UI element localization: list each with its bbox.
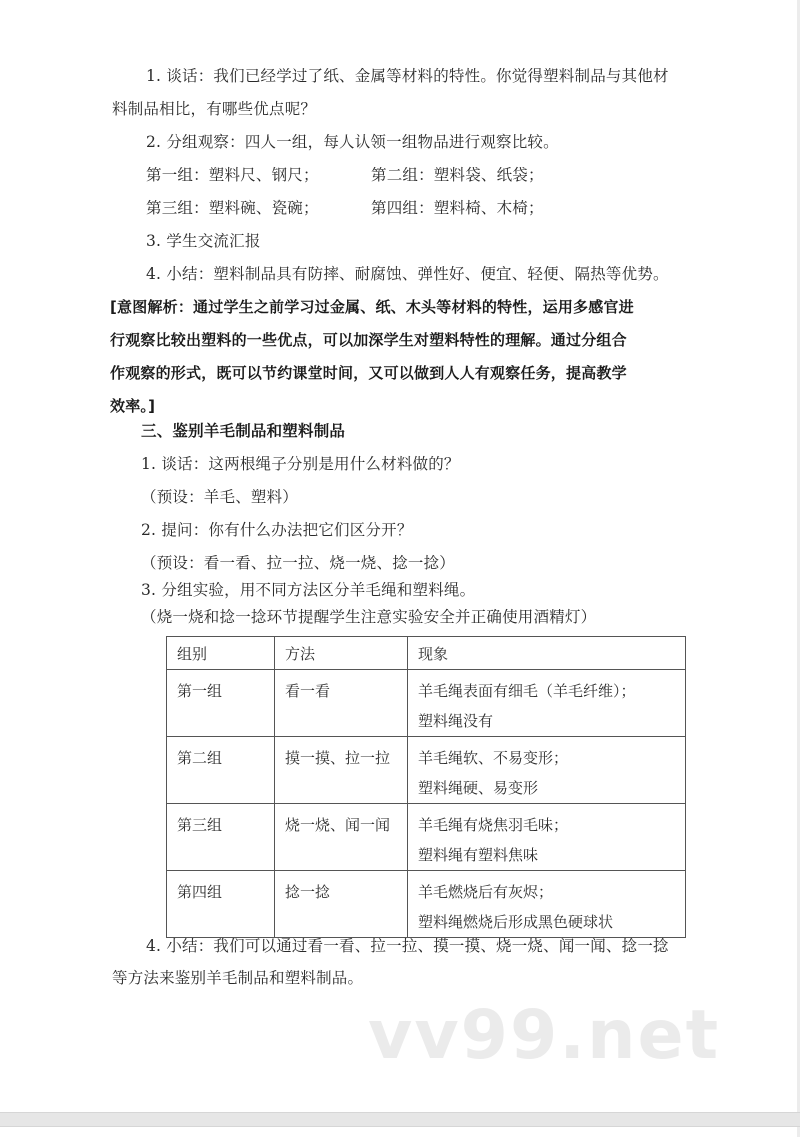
cell-group: 第三组 [167,804,275,871]
cell-method: 看一看 [275,670,408,737]
section-heading: 三、鉴别羊毛制品和塑料制品 [141,422,346,440]
cell-phenomenon [408,804,686,871]
question-1: 1. 谈话：这两根绳子分别是用什么材料做的？ [141,455,460,473]
phenomenon-plastic: 塑料绳燃烧后形成黑色硬球状 [418,913,614,931]
intent-analysis-line2: 行观察比较出塑料的一些优点，可以加深学生对塑料特性的理解。通过分组合 [110,331,627,349]
cell-group: 第二组 [167,737,275,804]
header-group: 组别 [167,637,275,670]
summary-line1: 4. 小结：我们可以通过看一看、拉一拉、摸一摸、烧一烧、闻一闻、捻一捻 [146,937,669,955]
table-row [167,871,686,938]
intent-analysis-line4: 效率。] [110,397,156,415]
question-1-preset: （预设：羊毛、塑料） [141,488,299,506]
cell-group: 第一组 [167,670,275,737]
group-3-items: 第三组：塑料碗、瓷碗； [146,199,319,217]
phenomenon-plastic: 塑料绳硬、易变形 [418,779,539,797]
paragraph-report: 3. 学生交流汇报 [146,232,261,250]
table-row [167,804,686,871]
intent-analysis-line3: 作观察的形式，既可以节约课堂时间，又可以做到人人有观察任务，提高教学 [110,364,627,382]
paragraph-talk-line1: 1. 谈话：我们已经学过了纸、金属等材料的特性。你觉得塑料制品与其他材 [146,67,669,85]
phenomenon-wool: 羊毛燃烧后有灰烬； [418,883,554,901]
experiment-table [166,636,686,938]
phenomenon-plastic: 塑料绳没有 [418,712,494,730]
header-phenomenon: 现象 [408,637,686,670]
summary-line2: 等方法来鉴别羊毛制品和塑料制品。 [112,969,364,987]
header-method: 方法 [275,637,408,670]
table-header-row [167,637,686,670]
phenomenon-wool: 羊毛绳表面有细毛（羊毛纤维）； [418,682,636,700]
cell-method: 烧一烧、闻一闻 [275,804,408,871]
paragraph-talk-line2: 料制品相比，有哪些优点呢？ [112,100,317,118]
safety-note: （烧一烧和捻一捻环节提醒学生注意实验安全并正确使用酒精灯） [141,608,597,626]
cell-method: 捻一捻 [275,871,408,938]
cell-method: 摸一摸、拉一拉 [275,737,408,804]
group-2-items: 第二组：塑料袋、纸袋； [371,166,544,184]
question-2-preset: （预设：看一看、拉一拉、烧一烧、捻一捻） [141,554,456,572]
group-1-items: 第一组：塑料尺、钢尺； [146,166,319,184]
experiment-instruction: 3. 分组实验，用不同方法区分羊毛绳和塑料绳。 [141,581,476,599]
phenomenon-wool: 羊毛绳有烧焦羽毛味； [418,816,569,834]
paragraph-group-observe: 2. 分组观察：四人一组，每人认领一组物品进行观察比较。 [146,133,559,151]
cell-phenomenon [408,737,686,804]
phenomenon-plastic: 塑料绳有塑料焦味 [418,846,539,864]
page-separator-band [0,1112,800,1127]
group-4-items: 第四组：塑料椅、木椅； [371,199,544,217]
question-2: 2. 提问：你有什么办法把它们区分开？ [141,521,413,539]
intent-analysis-line1: [意图解析：通过学生之前学习过金属、纸、木头等材料的特性，运用多感官进 [110,298,634,316]
table-row [167,670,686,737]
cell-group: 第四组 [167,871,275,938]
table-row [167,737,686,804]
cell-phenomenon [408,871,686,938]
cell-phenomenon [408,670,686,737]
paragraph-summary-plastic: 4. 小结：塑料制品具有防摔、耐腐蚀、弹性好、便宜、轻便、隔热等优势。 [146,265,669,283]
phenomenon-wool: 羊毛绳软、不易变形； [418,749,569,767]
watermark: vv99.net [368,996,721,1075]
